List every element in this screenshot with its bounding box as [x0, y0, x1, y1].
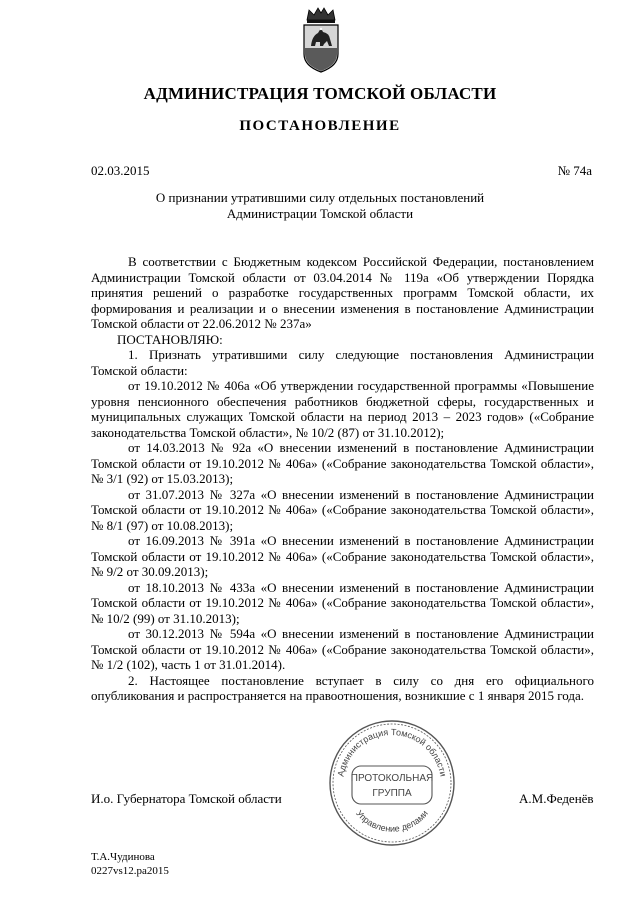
coat-of-arms-icon	[299, 6, 343, 74]
resolve-heading: ПОСТАНОВЛЯЮ:	[117, 331, 223, 347]
stamp-ring-top-text: Администрация Томской области	[335, 726, 449, 778]
clause-1-paragraph: 1. Признать утратившими силу следующие постановления Администрации Томской области:	[91, 347, 594, 378]
document-date: 02.03.2015	[91, 163, 150, 178]
subject-line-1: О признании утратившими силу отдельных постановлений	[155, 190, 485, 205]
signatory-name: А.М.Феденёв	[519, 791, 594, 806]
document-type-heading: ПОСТАНОВЛЕНИЕ	[239, 118, 401, 134]
organization-title: АДМИНИСТРАЦИЯ ТОМСКОЙ ОБЛАСТИ	[143, 84, 497, 103]
document-number: № 74а	[557, 163, 592, 178]
clause-2-paragraph: 2. Настоящее постановление вступает в силу со дня его официального опубликования и распространяется на правоотношения, возникшие с 1 января 2015 года.	[91, 672, 594, 703]
repealed-item-1: от 19.10.2012 № 406а «Об утверждении государственной программы «Повышение уровня пенсионного обеспечения работников бюджетной сферы, государственных и муниципальных служащих Томской области на период 2013 – 2023 годов» («Собрание законодательства Томской области», № 10/2 (87) от 31.10.2012);	[91, 378, 594, 440]
repealed-item-4: от 16.09.2013 № 391а «О внесении изменений в постановление Администрации Томской области от 19.10.2012 № 406а» («Собрание законодательства Томской области», № 9/2 от 30.09.2013);	[91, 533, 594, 579]
file-code: 0227vs12.ра2015	[91, 865, 169, 877]
signatory-title: И.о. Губернатора Томской области	[91, 791, 282, 806]
repealed-item-5: от 18.10.2013 № 433а «О внесении изменений в постановление Администрации Томской области от 19.10.2012 № 406а» («Собрание законодательства Томской области», № 10/2 (99) от 31.10.2013);	[91, 579, 594, 626]
stamp-ring-bottom-text: Управление делами	[354, 808, 430, 834]
repealed-item-6: от 30.12.2013 № 594а «О внесении изменений в постановление Администрации Томской области от 19.10.2012 № 406а» («Собрание законодательства Томской области», № 1/2 (102), часть 1 от 31.01.2014).	[91, 626, 594, 672]
repealed-item-2: от 14.03.2013 № 92а «О внесении изменений в постановление Администрации Томской области от 19.10.2012 № 406а» («Собрание законодательства Томской области», № 3/1 (92) от 15.03.2013);	[91, 440, 594, 486]
repealed-item-3: от 31.07.2013 № 327а «О внесении изменений в постановление Администрации Томской области от 19.10.2012 № 406а» («Собрание законодательства Томской области», № 8/1 (97) от 10.08.2013);	[91, 486, 594, 533]
stamp-center-line-2: ГРУППА	[372, 788, 412, 799]
stamp-center-line-1: ПРОТОКОЛЬНАЯ	[350, 773, 434, 784]
document-subject	[0, 190, 640, 222]
document-body	[91, 254, 594, 704]
official-stamp	[327, 718, 457, 848]
preamble-paragraph: В соответствии с Бюджетным кодексом Российской Федерации, постановлением Администрации Томской области от 03.04.2014 № 119а «Об утверждении Порядка принятия решений о разработке государственных программ Томской области, их формирования и реализации и о внесении изменения в постановление Администрации Томской области от 22.06.2012 № 237а»	[91, 254, 594, 331]
executor-name: Т.А.Чудинова	[91, 851, 155, 863]
subject-line-2: Администрации Томской области	[226, 206, 414, 221]
